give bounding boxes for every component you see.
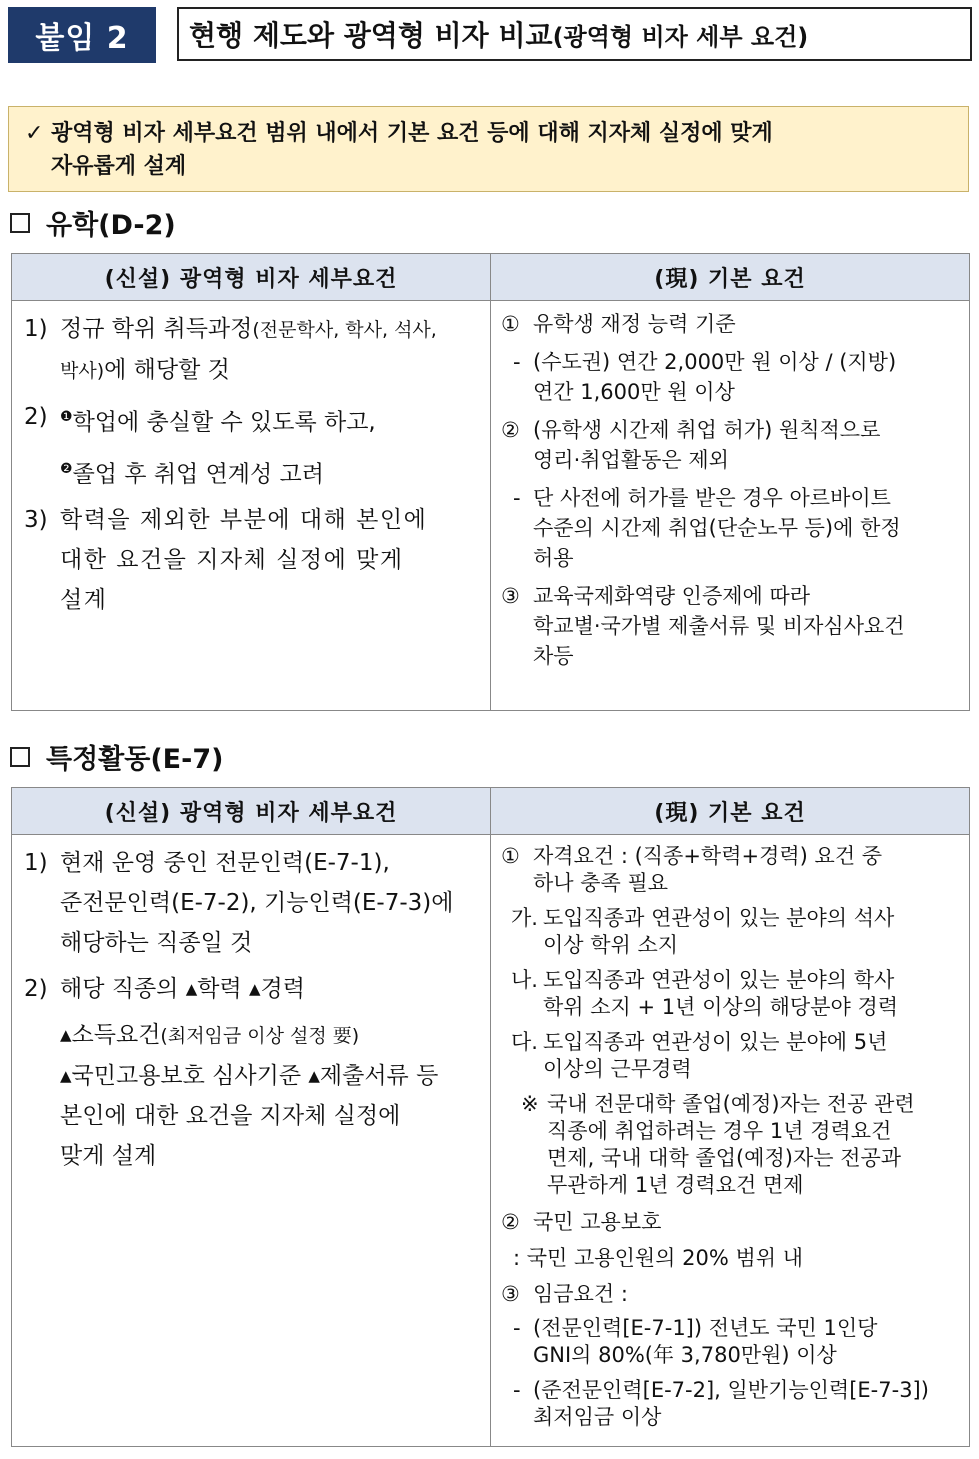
column-header-new: (신설) 광역형 비자 세부요건: [12, 788, 491, 835]
list-item: 가. 도입직종과 연관성이 있는 분야의 석사 이상 학위 소지: [511, 906, 895, 957]
column-header-new: (신설) 광역형 비자 세부요건: [12, 254, 491, 301]
list-item: ① 유학생 재정 능력 기준: [501, 312, 736, 336]
list-item: - (전문인력[E-7-1]) 전년도 국민 1인당 GNI의 80%(年 3,780만원) 이상: [513, 1316, 878, 1367]
list-item: 1) 정규 학위 취득과정(전문학사, 학사, 석사, 박사)에 해당할 것: [24, 316, 437, 383]
list-item: - (수도권) 연간 2,000만 원 이상 / (지방) 연간 1,600만 원 이상: [513, 350, 897, 404]
new-requirements-cell: [12, 835, 491, 1447]
list-item: ③ 교육국제화역량 인증제에 따라 학교별·국가별 제출서류 및 비자심사요건 차등: [501, 584, 905, 668]
note-item: ※ 국내 전문대학 졸업(예정)자는 전공 관련 직종에 취업하려는 경우 1년 경력요건 면제, 국내 대학 졸업(예정)자는 전공과 무관하게 1년 경력요건 면제: [521, 1092, 915, 1197]
comparison-table-e7: [11, 787, 970, 1447]
current-requirements-cell: [491, 835, 970, 1447]
list-item: 3) 학력을 제외한 부분에 대해 본인에 대한 요건을 지자체 실정에 맞게 설계: [24, 507, 428, 614]
column-header-current: (現) 기본 요건: [491, 788, 970, 835]
new-requirements-cell: [12, 301, 491, 711]
page-title: [177, 7, 972, 61]
list-item: 2) $^❶$학업에 충실할 수 있도록 하고,: [24, 404, 376, 436]
page-title-main: 현행 제도와 광역형 비자 비교: [189, 19, 553, 52]
list-item: - 단 사전에 허가를 받은 경우 아르바이트 수준의 시간제 취업(단순노무 등)에 한정 허용: [513, 486, 901, 570]
notice-box: [8, 106, 969, 192]
list-item: ③ 임금요건 :: [501, 1282, 628, 1306]
list-item: ② 국민 고용보호: [501, 1210, 662, 1234]
list-item: 1) 현재 운영 중인 전문인력(E-7-1), 준전문인력(E-7-2), 기능인력(E-7-3)에 해당하는 직종일 것: [24, 850, 454, 956]
list-item-detail: : 국민 고용인원의 20% 범위 내: [513, 1246, 803, 1270]
list-item: ② (유학생 시간제 취업 허가) 원칙적으로 영리·취업활동은 제외: [501, 418, 881, 472]
notice-line-2: 자유롭게 설계: [51, 154, 187, 179]
list-item: ① 자격요건 : (직종+학력+경력) 요건 중 하나 충족 필요: [501, 844, 883, 895]
checkmark-icon: ✓: [25, 121, 44, 146]
list-item-continuation: $^❷$졸업 후 취업 연계성 고려: [60, 460, 324, 488]
section-heading-d2: [10, 203, 176, 242]
comparison-table-d2: [11, 253, 970, 711]
checkbox-square-icon: [10, 747, 30, 767]
list-item: - (준전문인력[E-7-2], 일반기능인력[E-7-3]) 최저임금 이상: [513, 1378, 929, 1429]
section-title: 유학(D-2): [46, 210, 176, 241]
notice-line-1: 광역형 비자 세부요건 범위 내에서 기본 요건 등에 대해 지자체 실정에 맞게: [51, 121, 773, 146]
page-title-sub: (광역형 비자 세부 요건): [552, 22, 809, 51]
list-item: 2) 해당 직종의 ▴학력 ▴경력 ▴소득요건(최저임금 이상 설정 要) ▴국민고용보호 심사기준 ▴제출서류 등 본인에 대한 요건을 지자체 실정에 맞게 설계: [24, 976, 439, 1169]
section-heading-e7: [10, 737, 223, 776]
checkbox-square-icon: [10, 213, 30, 233]
attachment-badge: 붙임 2: [8, 7, 156, 63]
current-requirements-cell: [491, 301, 970, 711]
column-header-current: (現) 기본 요건: [491, 254, 970, 301]
section-title: 특정활동(E-7): [46, 744, 224, 775]
list-item: 나. 도입직종과 연관성이 있는 분야의 학사 학위 소지 + 1년 이상의 해당분야 경력: [511, 968, 899, 1019]
list-item: 다. 도입직종과 연관성이 있는 분야에 5년 이상의 근무경력: [511, 1030, 888, 1081]
